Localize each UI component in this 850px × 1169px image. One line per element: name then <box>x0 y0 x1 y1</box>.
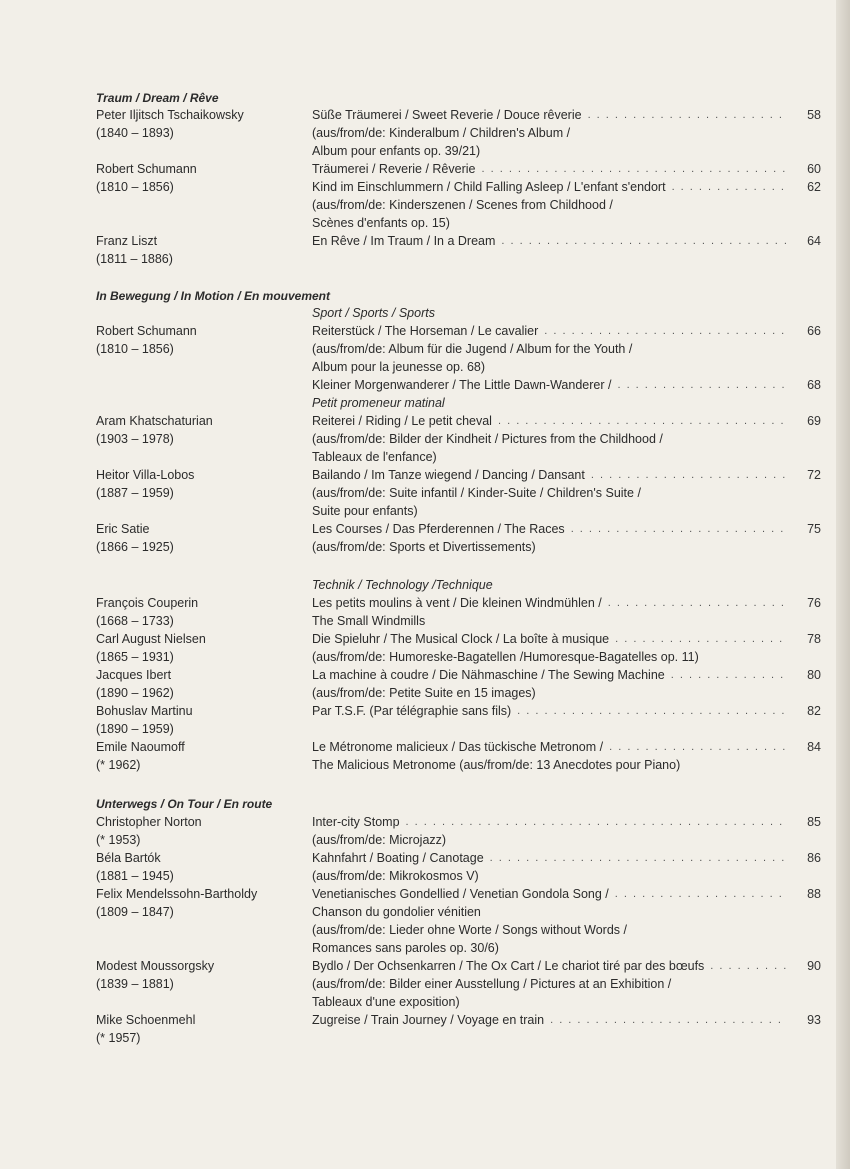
piece-title[interactable] <box>312 831 786 849</box>
piece-title[interactable] <box>312 594 786 612</box>
piece-title-text: Suite pour enfants) <box>312 504 418 518</box>
piece-title-text: (aus/from/de: Kinderalbum / Children's Album / <box>312 126 571 140</box>
toc-row <box>0 304 850 322</box>
piece-title-text: (aus/from/de: Kinderszenen / Scenes from Childhood / <box>312 198 613 212</box>
toc-row <box>0 250 850 268</box>
composer-text: (1668 – 1733) <box>96 614 174 628</box>
composer-text: François Couperin <box>96 596 199 610</box>
toc-row <box>0 124 850 142</box>
piece-title-text: (aus/from/de: Album für die Jugend / Album for the Youth / <box>312 342 633 356</box>
composer-text: (1839 – 1881) <box>96 977 174 991</box>
piece-title-text: Inter-city Stomp <box>312 815 400 829</box>
piece-title-text: Kleiner Morgenwanderer / The Little Dawn-Wanderer / <box>312 378 612 392</box>
toc-row <box>0 576 850 594</box>
toc-row <box>0 939 850 957</box>
piece-title[interactable] <box>312 484 786 502</box>
piece-title-text: Tableaux d'une exposition) <box>312 995 460 1009</box>
page-number[interactable]: 90 <box>807 959 821 973</box>
composer-text: Franz Liszt <box>96 234 158 248</box>
page-number[interactable]: 72 <box>807 468 821 482</box>
piece-title[interactable] <box>312 178 786 196</box>
composer-text: (1881 – 1945) <box>96 869 174 883</box>
section-heading: Unterwegs / On Tour / En route <box>96 797 273 811</box>
composer-text: (1840 – 1893) <box>96 126 174 140</box>
page-number[interactable]: 68 <box>807 378 821 392</box>
piece-title-text: The Small Windmills <box>312 614 426 628</box>
page-number[interactable]: 64 <box>807 234 821 248</box>
toc-row <box>0 178 850 196</box>
piece-title[interactable] <box>312 975 786 993</box>
piece-title-text: (aus/from/de: Mikrokosmos V) <box>312 869 479 883</box>
piece-title-text: (aus/from/de: Bilder einer Ausstellung / Pictures at an Exhibition / <box>312 977 672 991</box>
leader-dots <box>615 885 786 903</box>
toc-row <box>0 160 850 178</box>
composer-text: Emile Naoumoff <box>96 740 185 754</box>
piece-title[interactable] <box>312 939 786 957</box>
piece-title[interactable] <box>312 430 786 448</box>
piece-title[interactable] <box>312 813 786 831</box>
page-number[interactable]: 66 <box>807 324 821 338</box>
piece-title[interactable] <box>312 612 786 630</box>
leader-dots <box>406 813 786 831</box>
piece-title[interactable] <box>312 142 786 160</box>
toc-row <box>0 831 850 849</box>
piece-title[interactable] <box>312 322 786 340</box>
toc-row <box>0 867 850 885</box>
toc-row <box>0 412 850 430</box>
piece-title[interactable] <box>312 448 786 466</box>
leader-dots <box>617 376 786 394</box>
toc-row <box>0 376 850 394</box>
piece-title-text: Kind im Einschlummern / Child Falling Asleep / L'enfant s'endort <box>312 180 666 194</box>
leader-dots <box>490 849 786 867</box>
page-number[interactable]: 58 <box>807 108 821 122</box>
section-heading-line <box>0 795 850 813</box>
toc-row <box>0 849 850 867</box>
subsection-heading: Sport / Sports / Sports <box>312 306 435 320</box>
piece-title-text: Album pour la jeunesse op. 68) <box>312 360 486 374</box>
page-number[interactable]: 80 <box>807 668 821 682</box>
page-number[interactable]: 93 <box>807 1013 821 1027</box>
piece-title-text: Par T.S.F. (Par télégraphie sans fils) <box>312 704 512 718</box>
piece-title-text: Petit promeneur matinal <box>312 396 445 410</box>
piece-title[interactable] <box>312 124 786 142</box>
toc-row <box>0 702 850 720</box>
composer-text: Peter Iljitsch Tschaikowsky <box>96 108 244 122</box>
piece-title[interactable] <box>312 684 786 702</box>
piece-title[interactable] <box>312 957 786 975</box>
piece-title[interactable] <box>312 630 786 648</box>
toc-row <box>0 594 850 612</box>
toc-row <box>0 430 850 448</box>
composer-text: (* 1957) <box>96 1031 141 1045</box>
piece-title-text: The Malicious Metronome (aus/from/de: 13 Anecdotes pour Piano) <box>312 758 681 772</box>
page-number[interactable]: 62 <box>807 180 821 194</box>
composer-text: Bohuslav Martinu <box>96 704 193 718</box>
piece-title[interactable] <box>312 466 786 484</box>
toc-row <box>0 1011 850 1029</box>
piece-title[interactable] <box>312 214 786 232</box>
piece-title-text: Scènes d'enfants op. 15) <box>312 216 450 230</box>
composer-text: Eric Satie <box>96 522 150 536</box>
toc-row <box>0 993 850 1011</box>
piece-title-text: Kahnfahrt / Boating / Canotage <box>312 851 484 865</box>
composer-text: (1809 – 1847) <box>96 905 174 919</box>
leader-dots <box>501 232 786 250</box>
toc-row <box>0 502 850 520</box>
piece-title[interactable] <box>312 106 786 124</box>
piece-title-text: Romances sans paroles op. 30/6) <box>312 941 499 955</box>
composer-text: (1903 – 1978) <box>96 432 174 446</box>
composer-text: (1810 – 1856) <box>96 342 174 356</box>
piece-title-text: Les petits moulins à vent / Die kleinen Windmühlen / <box>312 596 602 610</box>
toc-row <box>0 885 850 903</box>
composer-text: Béla Bartók <box>96 851 161 865</box>
leader-dots <box>571 520 786 538</box>
piece-title[interactable] <box>312 196 786 214</box>
page-number[interactable]: 75 <box>807 522 821 536</box>
section-heading: Traum / Dream / Rêve <box>96 91 219 105</box>
page-number[interactable]: 84 <box>807 740 821 754</box>
toc-row <box>0 975 850 993</box>
leader-dots <box>481 160 786 178</box>
piece-title[interactable] <box>312 885 786 903</box>
composer-text: Robert Schumann <box>96 162 197 176</box>
toc-row <box>0 1029 850 1047</box>
composer-text: (1890 – 1962) <box>96 686 174 700</box>
page-number[interactable]: 82 <box>807 704 821 718</box>
page-number[interactable]: 76 <box>807 596 821 610</box>
piece-title-text: Zugreise / Train Journey / Voyage en train <box>312 1013 545 1027</box>
composer-text: (* 1953) <box>96 833 141 847</box>
toc-row <box>0 484 850 502</box>
composer-text: Aram Khatschaturian <box>96 414 213 428</box>
composer-text: Mike Schoenmehl <box>96 1013 196 1027</box>
toc-row <box>0 921 850 939</box>
toc-row <box>0 630 850 648</box>
toc-row <box>0 232 850 250</box>
leader-dots <box>498 412 786 430</box>
piece-title-text: Chanson du gondolier vénitien <box>312 905 481 919</box>
toc-row <box>0 738 850 756</box>
page-number[interactable]: 86 <box>807 851 821 865</box>
piece-title-text: Tableaux de l'enfance) <box>312 450 437 464</box>
section-heading-line <box>0 89 850 107</box>
toc-row <box>0 520 850 538</box>
composer-text: Jacques Ibert <box>96 668 172 682</box>
piece-title[interactable] <box>312 666 786 684</box>
toc-row <box>0 358 850 376</box>
toc-row <box>0 648 850 666</box>
toc-row <box>0 813 850 831</box>
composer-text: Christopher Norton <box>96 815 202 829</box>
piece-title[interactable] <box>312 648 786 666</box>
composer-text: (1866 – 1925) <box>96 540 174 554</box>
piece-title[interactable] <box>312 520 786 538</box>
piece-title-text: (aus/from/de: Suite infantil / Kinder-Suite / Children's Suite / <box>312 486 641 500</box>
piece-title-text: (aus/from/de: Petite Suite en 15 images) <box>312 686 536 700</box>
composer-text: Carl August Nielsen <box>96 632 206 646</box>
leader-dots <box>517 702 786 720</box>
piece-title-text: Bailando / Im Tanze wiegend / Dancing / Dansant <box>312 468 585 482</box>
leader-dots <box>671 666 786 684</box>
leader-dots <box>588 106 786 124</box>
subsection-heading: Technik / Technology /Technique <box>312 578 493 592</box>
piece-title[interactable] <box>312 160 786 178</box>
toc-row <box>0 214 850 232</box>
piece-title[interactable] <box>312 993 786 1011</box>
leader-dots <box>544 322 786 340</box>
piece-title-text: Reiterstück / The Horseman / Le cavalier <box>312 324 539 338</box>
piece-title-text: La machine à coudre / Die Nähmaschine / The Sewing Machine <box>312 668 665 682</box>
toc-row <box>0 903 850 921</box>
section-heading-line <box>0 287 850 305</box>
piece-title-text: (aus/from/de: Microjazz) <box>312 833 447 847</box>
toc-row <box>0 394 850 412</box>
piece-title[interactable] <box>312 394 786 412</box>
toc-row <box>0 756 850 774</box>
piece-title[interactable] <box>312 1011 786 1029</box>
toc-row <box>0 340 850 358</box>
page-number[interactable]: 88 <box>807 887 821 901</box>
piece-title[interactable] <box>312 867 786 885</box>
piece-title[interactable] <box>312 849 786 867</box>
toc-row <box>0 142 850 160</box>
composer-text: (1810 – 1856) <box>96 180 174 194</box>
piece-title[interactable] <box>312 756 786 774</box>
piece-title-text: (aus/from/de: Humoreske-Bagatellen /Humoresque-Bagatelles op. 11) <box>312 650 699 664</box>
section-heading: In Bewegung / In Motion / En mouvement <box>96 289 330 303</box>
leader-dots <box>672 178 786 196</box>
composer-text: Felix Mendelssohn-Bartholdy <box>96 887 258 901</box>
toc-row <box>0 106 850 124</box>
toc-row <box>0 720 850 738</box>
piece-title-text: Venetianisches Gondellied / Venetian Gondola Song / <box>312 887 609 901</box>
piece-title[interactable] <box>312 502 786 520</box>
composer-text: Robert Schumann <box>96 324 197 338</box>
toc-row <box>0 666 850 684</box>
leader-dots <box>550 1011 786 1029</box>
piece-title[interactable] <box>312 903 786 921</box>
page-number[interactable]: 85 <box>807 815 821 829</box>
piece-title[interactable] <box>312 358 786 376</box>
piece-title[interactable] <box>312 738 786 756</box>
piece-title-text: Reiterei / Riding / Le petit cheval <box>312 414 492 428</box>
toc-row <box>0 466 850 484</box>
leader-dots <box>609 738 786 756</box>
composer-text: (1890 – 1959) <box>96 722 174 736</box>
piece-title-text: En Rêve / Im Traum / In a Dream <box>312 234 496 248</box>
composer-text: (1811 – 1886) <box>96 252 173 266</box>
piece-title-text: Le Métronome malicieux / Das tückische Metronom / <box>312 740 604 754</box>
piece-title-text: Album pour enfants op. 39/21) <box>312 144 481 158</box>
page-number[interactable]: 78 <box>807 632 821 646</box>
leader-dots <box>615 630 786 648</box>
toc-row <box>0 957 850 975</box>
composer-text: Heitor Villa-Lobos <box>96 468 195 482</box>
piece-title[interactable] <box>312 340 786 358</box>
piece-title-text: (aus/from/de: Lieder ohne Worte / Songs without Words / <box>312 923 627 937</box>
piece-title[interactable] <box>312 921 786 939</box>
piece-title-text: Bydlo / Der Ochsenkarren / The Ox Cart / Le chariot tiré par des bœufs <box>312 959 705 973</box>
piece-title-text: Les Courses / Das Pferderennen / The Races <box>312 522 565 536</box>
composer-text: (1865 – 1931) <box>96 650 174 664</box>
piece-title[interactable] <box>312 702 786 720</box>
toc-row <box>0 322 850 340</box>
piece-title-text: Süße Träumerei / Sweet Reverie / Douce rêverie <box>312 108 582 122</box>
toc-row <box>0 684 850 702</box>
piece-title-text: Träumerei / Reverie / Rêverie <box>312 162 476 176</box>
toc-row <box>0 538 850 556</box>
piece-title-text: Die Spieluhr / The Musical Clock / La boîte à musique <box>312 632 610 646</box>
composer-text: (* 1962) <box>96 758 141 772</box>
piece-title[interactable] <box>312 376 786 394</box>
leader-dots <box>710 957 786 975</box>
toc-row <box>0 612 850 630</box>
page-number[interactable]: 60 <box>807 162 821 176</box>
page-number[interactable]: 69 <box>807 414 821 428</box>
piece-title[interactable] <box>312 538 786 556</box>
toc-row <box>0 196 850 214</box>
piece-title-text: (aus/from/de: Bilder der Kindheit / Pictures from the Childhood / <box>312 432 663 446</box>
composer-text: (1887 – 1959) <box>96 486 174 500</box>
piece-title[interactable] <box>312 232 786 250</box>
leader-dots <box>591 466 786 484</box>
toc-row <box>0 448 850 466</box>
composer-text: Modest Moussorgsky <box>96 959 215 973</box>
piece-title-text: (aus/from/de: Sports et Divertissements) <box>312 540 536 554</box>
leader-dots <box>608 594 786 612</box>
piece-title[interactable] <box>312 412 786 430</box>
